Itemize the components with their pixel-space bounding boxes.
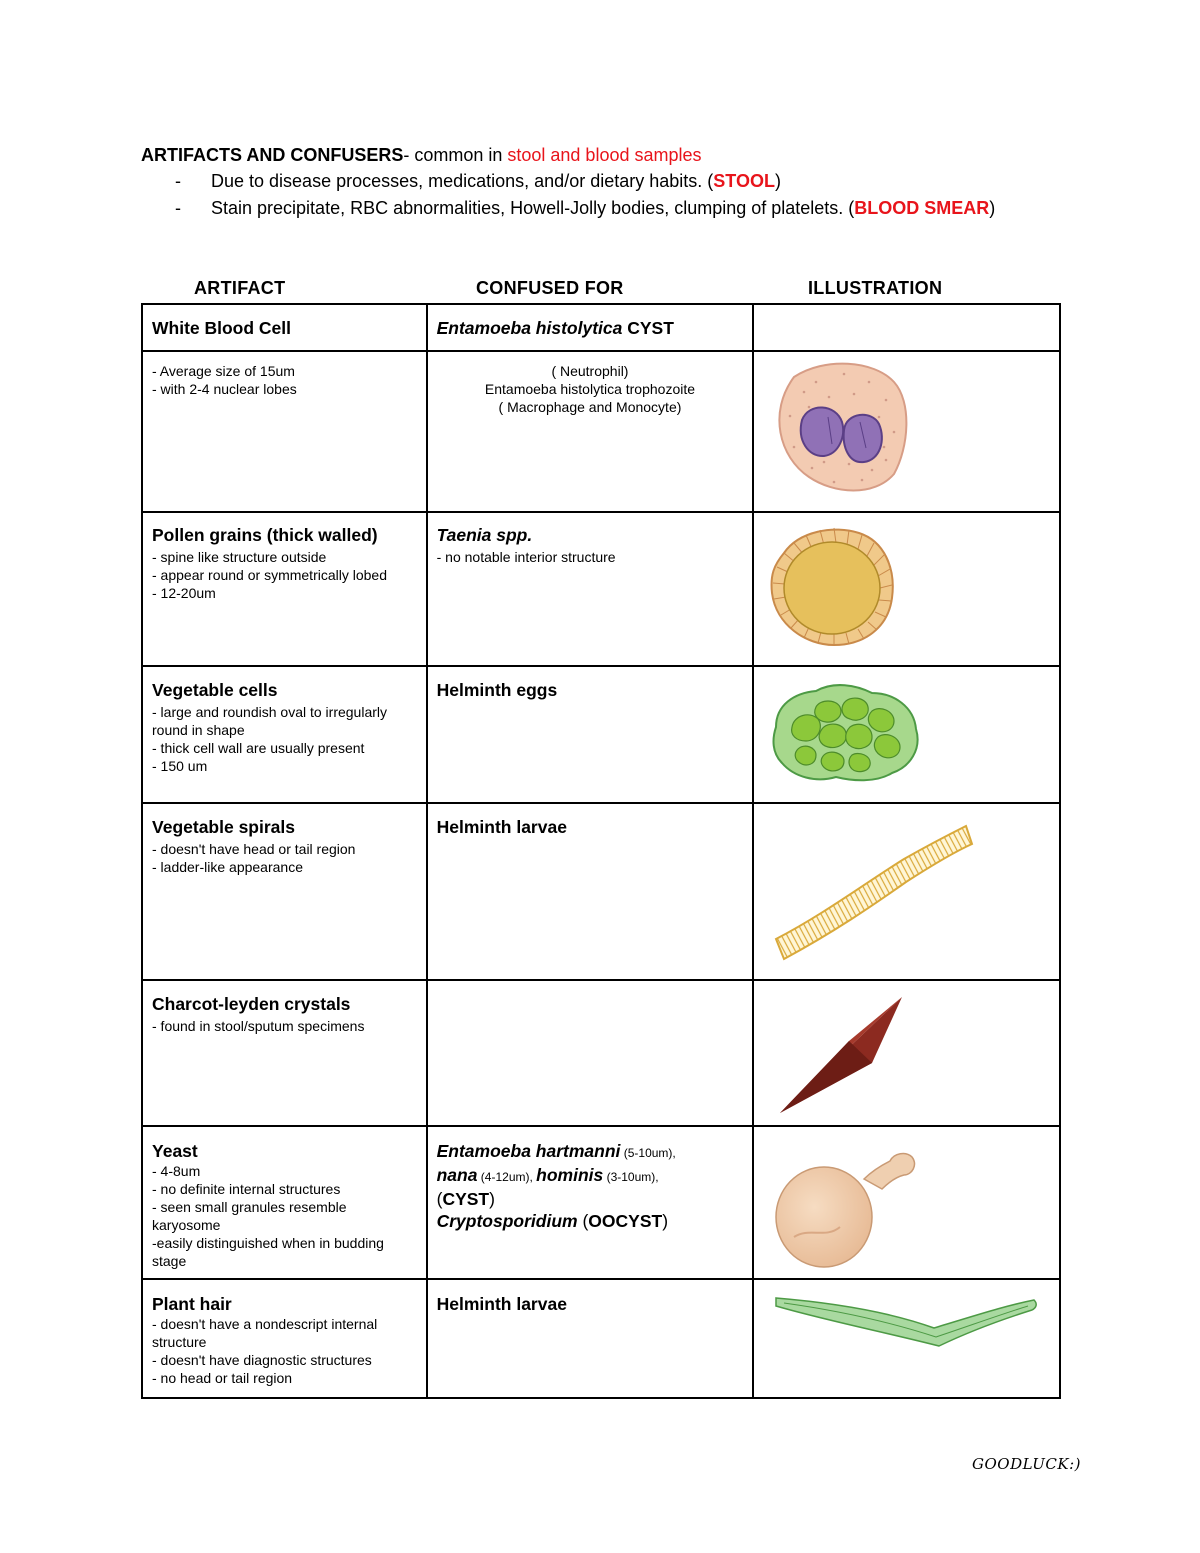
yeast-illustration: [754, 1127, 1059, 1276]
table-row: - Average size of 15um - with 2-4 nuclear lobes ( Neutrophil) Entamoeba histolytica trophozoite ( Macrophage and Monocyte): [142, 351, 1060, 512]
pollen-title: Pollen grains (thick walled): [152, 525, 378, 545]
table-row: Yeast - 4-8um - no definite internal structures - seen small granules resemble karyosome -easily distinguished when in budding stage Entamoeba hartmanni (5-10um), nana (4-12um), hominis (3-10um), (CYST) Cryptosporidium (OOCYST): [142, 1126, 1060, 1279]
intro-title: [141, 143, 1041, 167]
footer-goodluck: GOODLUCK:): [972, 1455, 1081, 1473]
helminth-eggs-title: Helminth eggs: [436, 680, 558, 700]
intro-bullets: [141, 169, 1041, 221]
taenia-title: Taenia spp.: [436, 525, 533, 545]
vegetable-cells-title: Vegetable cells: [152, 680, 278, 700]
charcot-leyden-title: Charcot-leyden crystals: [152, 994, 351, 1014]
table-row: Pollen grains (thick walled) - spine like structure outside - appear round or symmetrically lobed - 12-20um Taenia spp. - no notable interior structure: [142, 512, 1060, 666]
helminth-larvae-title: Helminth larvae: [436, 817, 567, 837]
table-row: White Blood Cell Entamoeba histolytica CYST: [142, 304, 1060, 351]
crystal-illustration: [754, 981, 1059, 1123]
title-mid: - common in: [403, 145, 508, 165]
column-headers: [141, 278, 1061, 302]
vegetable-spiral-illustration: [754, 804, 1059, 977]
col-confused-for: CONFUSED FOR: [476, 278, 624, 298]
col-artifact: ARTIFACT: [194, 278, 286, 298]
plant-hair-illustration: [754, 1280, 1059, 1395]
yeast-title: Yeast: [152, 1141, 198, 1161]
wbc-illustration: [754, 352, 1059, 509]
table-row: Charcot-leyden crystals - found in stool/sputum specimens: [142, 980, 1060, 1126]
title-bold: ARTIFACTS AND CONFUSERS: [141, 145, 404, 165]
title-red: stool and blood samples: [507, 145, 702, 165]
plant-hair-title: Plant hair: [152, 1294, 232, 1314]
pollen-illustration: [754, 513, 1059, 663]
artifacts-table: [141, 303, 1061, 1399]
table-row: Plant hair - doesn't have a nondescript internal structure - doesn't have diagnostic structures - no head or tail region Helminth larvae: [142, 1279, 1060, 1398]
vegetable-cell-illustration: [754, 667, 1059, 800]
wbc-title: White Blood Cell: [152, 318, 292, 338]
table-row: Vegetable spirals - doesn't have head or tail region - ladder-like appearance Helminth larvae: [142, 803, 1060, 980]
intro-section: [141, 143, 1041, 223]
helminth-larvae-title-2: Helminth larvae: [436, 1294, 567, 1314]
col-illustration: ILLUSTRATION: [808, 278, 943, 298]
vegetable-spirals-title: Vegetable spirals: [152, 817, 295, 837]
bullet-blood: - Stain precipitate, RBC abnormalities, Howell-Jolly bodies, clumping of platelets. (BLOOD SMEAR): [175, 198, 996, 218]
table-row: Vegetable cells - large and roundish oval to irregularly round in shape - thick cell wall are usually present - 150 um Helminth eggs: [142, 666, 1060, 803]
bullet-stool: - Due to disease processes, medications, and/or dietary habits. (STOOL): [175, 171, 781, 191]
